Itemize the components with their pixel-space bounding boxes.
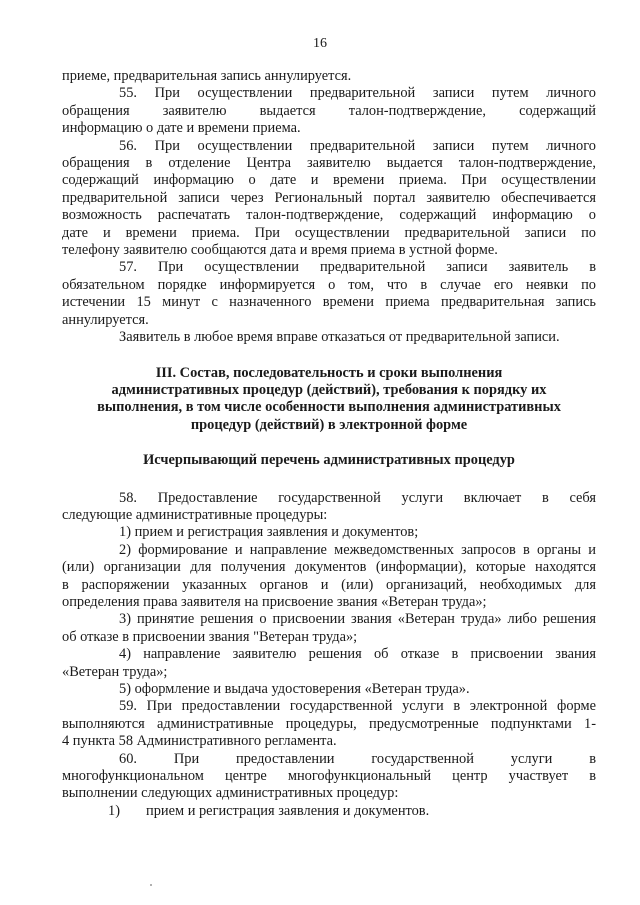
text-line: выполняются административные процедуры, предусмотренные подпунктами 1- [62,715,596,732]
text-line: обязательном порядке информируется о том, что в случае его неявки по [62,276,596,293]
list-item: 5) оформление и выдача удостоверения «Ветеран труда». [119,681,470,697]
paragraph-55 [62,85,596,137]
heading-line: III. Состав, последовательность и сроки выполнения [155,364,503,381]
list-item: 2) формирование и направление межведомственных запросов в органы и [119,541,596,558]
text-line: содержащий информацию о дате и времени приема. При осуществлении [62,172,596,189]
scan-speck [150,884,152,886]
text-line: аннулируется. [62,311,149,328]
text-line: предварительной записи через Региональный портал заявителю обеспечивается [62,189,596,206]
paragraph-57 [62,259,596,329]
text-line: телефону заявителю сообщаются дата и время приема в устной форме. [62,242,498,259]
text-line: «Ветеран труда»; [62,663,168,680]
list-item [62,803,596,820]
text-line: возможность распечатать талон-подтверждение, содержащий информацию о [62,207,596,224]
text-line: 60. При предоставлении государственной услуги в [119,750,596,767]
text-line: дате и времени приема. При осуществлении предварительной записи по [62,224,596,241]
text-line: 58. Предоставление государственной услуги включает в себя [119,489,596,506]
paragraph-58 [62,490,596,699]
heading-line: процедур (действий) в электронной форме [190,416,468,433]
text-line: 55. При осуществлении предварительной записи путем личного [119,85,596,102]
list-item: 3) принятие решения о присвоении звания «Ветеран труда» либо решения [119,611,596,628]
text-line: 59. При предоставлении государственной услуги в электронной форме [119,698,596,715]
heading-line: административных процедур (действий), требования к порядку их [111,381,547,398]
text-line: приеме, предварительная запись аннулируется. [62,68,352,84]
paragraph-continuation [62,68,596,85]
list-item: 4) направление заявителю решения об отказе в присвоении звания [119,646,596,663]
text-line: 4 пункта 58 Административного регламента. [62,733,337,750]
text-line: 56. При осуществлении предварительной записи путем личного [119,137,596,154]
text-line: в распоряжении указанных органов и (или) организаций, необходимых для [62,576,596,593]
text-line: 57. При осуществлении предварительной записи заявитель в [119,259,596,276]
list-number: 1) [108,802,120,819]
text-line: обращения заявителю выдается талон-подтверждение, содержащий [62,102,596,119]
text-line: об отказе в присвоении звания "Ветеран труда»; [62,628,358,645]
text-line: обращения в отделение Центра заявителю выдается талон-подтверждение, [62,155,596,172]
page-body [62,68,596,820]
text-line: истечении 15 минут с назначенного времени приема предварительная запись [62,294,596,311]
paragraph-refusal: Заявитель в любое время вправе отказаться от предварительной записи. [119,329,560,346]
heading-line: выполнения, в том числе особенности выполнения административных [97,399,561,416]
paragraph-56 [62,138,596,260]
list-text: прием и регистрация заявления и документов. [146,802,430,819]
text-line: выполнении следующих административных процедур: [62,785,399,802]
section-heading [62,365,596,435]
paragraph-60 [62,751,596,821]
paragraph-59 [62,698,596,750]
text-line: многофункциональном центре многофункциональный центр участвует в [62,768,596,785]
text-line: (или) организации для получения документов (информации), которые находятся [62,559,596,576]
subheading: Исчерпывающий перечень административных процедур [143,452,515,469]
list-item: 1) прием и регистрация заявления и документов; [119,524,419,541]
text-line: следующие административные процедуры: [62,506,328,523]
text-line: определения права заявителя на присвоение звания «Ветеран труда»; [62,593,487,610]
text-line: информацию о дате и времени приема. [62,120,301,137]
page-number: 16 [313,36,327,51]
